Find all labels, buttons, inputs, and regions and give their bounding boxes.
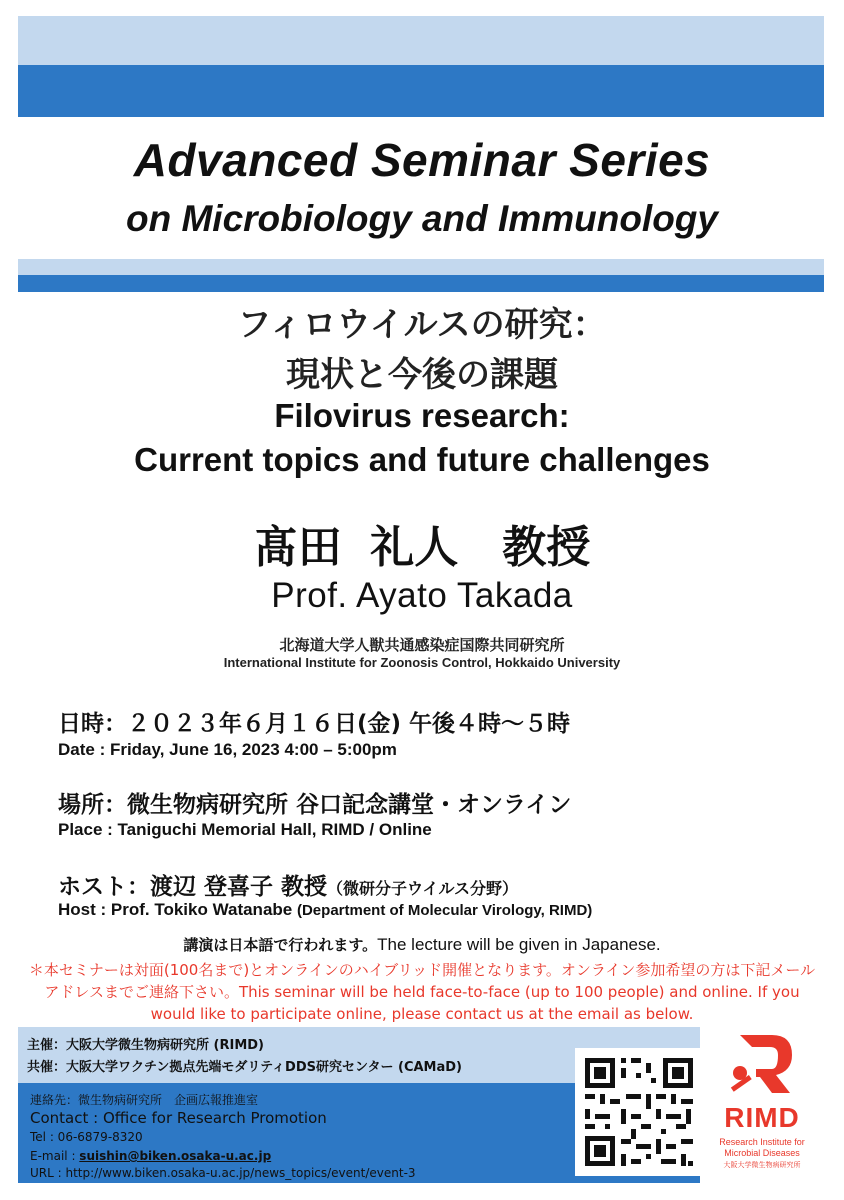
divider-band-light [18, 259, 824, 275]
host-en-note: (Department of Molecular Virology, RIMD) [296, 902, 593, 919]
divider-band-dark [18, 275, 824, 292]
contact-jp: 連絡先：微生物病研究所 企画広報推進室 [30, 1093, 259, 1107]
language-note-en: The lecture will be given in Japanese. [377, 935, 661, 954]
contact-en: Contact : Office for Research Promotion [30, 1109, 327, 1127]
host-jp-note: （微研分子ウイルス分野） [327, 879, 519, 898]
host-en-line [58, 900, 592, 920]
date-jp: 日時：２０２３年６月１６日(金) 午後４時～５時 [58, 711, 571, 737]
lecture-title-en-line1: Filovirus research: [274, 397, 570, 434]
email-link[interactable]: suishin@biken.osaka-u.ac.jp [79, 1149, 272, 1163]
lecture-title-jp-line1: フィロウイルスの研究： [237, 305, 607, 345]
speaker-name-en: Prof. Ayato Takada [271, 576, 573, 615]
host-jp: ホスト：渡辺 登喜子 教授 [58, 874, 328, 900]
date-en: Date : Friday, June 16, 2023 4:00 – 5:00pm [58, 740, 397, 759]
header-band-dark [18, 65, 824, 117]
contact-url[interactable]: URL : http://www.biken.osaka-u.ac.jp/news_topics/event/event-3 [30, 1166, 416, 1180]
rimd-logo-sub2: Microbial Diseases [724, 1148, 800, 1158]
series-subtitle: on Microbiology and Immunology [126, 198, 718, 239]
rimd-logo-sub1: Research Institute for [719, 1137, 805, 1147]
host-en: Host : Prof. Tokiko Watanabe [58, 900, 293, 919]
lecture-title-jp-line2: 現状と今後の課題 [286, 355, 558, 395]
contact-email-line [30, 1149, 271, 1163]
speaker-name-jp: 髙田 礼人 教授 [253, 522, 591, 573]
rimd-logo [700, 1027, 824, 1183]
organizer: 主催：大阪大学微生物病研究所 (RIMD) [27, 1038, 264, 1053]
speaker-affiliation-jp: 北海道大学人獣共通感染症国際共同研究所 [279, 636, 565, 654]
co-organizer: 共催：大阪大学ワクチン拠点先端モダリティDDS研究センター (CAMaD) [27, 1060, 462, 1075]
place-en: Place : Taniguchi Memorial Hall, RIMD / Online [58, 820, 432, 839]
language-note-jp: 講演は日本語で行われます。 [183, 936, 378, 954]
qr-code-icon [577, 1050, 701, 1174]
email-label: E-mail : [30, 1149, 80, 1163]
rimd-logo-name: RIMD [724, 1102, 800, 1133]
lecture-title-en-line2: Current topics and future challenges [134, 441, 710, 478]
rimd-logo-sub-jp: 大阪大学微生物病研究所 [723, 1161, 801, 1169]
hybrid-note: ＊本セミナーは対面(100名まで)とオンラインのハイブリッド開催となります。オンライン参加希望の方は下記メールアドレスまでご連絡下さい。This seminar will be held face-to-face (up to 100 people) and online. If you would like to participate online, please contact us at the email as below. [28, 961, 816, 1023]
place-jp: 場所：微生物病研究所 谷口記念講堂・オンライン [58, 792, 572, 818]
series-title: Advanced Seminar Series [133, 134, 711, 186]
language-note [0, 934, 844, 955]
host-jp-line [58, 868, 518, 901]
rimd-logo-mark-icon [726, 1029, 798, 1099]
speaker-affiliation-en: International Institute for Zoonosis Control, Hokkaido University [223, 655, 621, 670]
qr-code-image [575, 1048, 703, 1176]
header-band-light [18, 16, 824, 65]
contact-tel: Tel : 06-6879-8320 [30, 1130, 143, 1144]
